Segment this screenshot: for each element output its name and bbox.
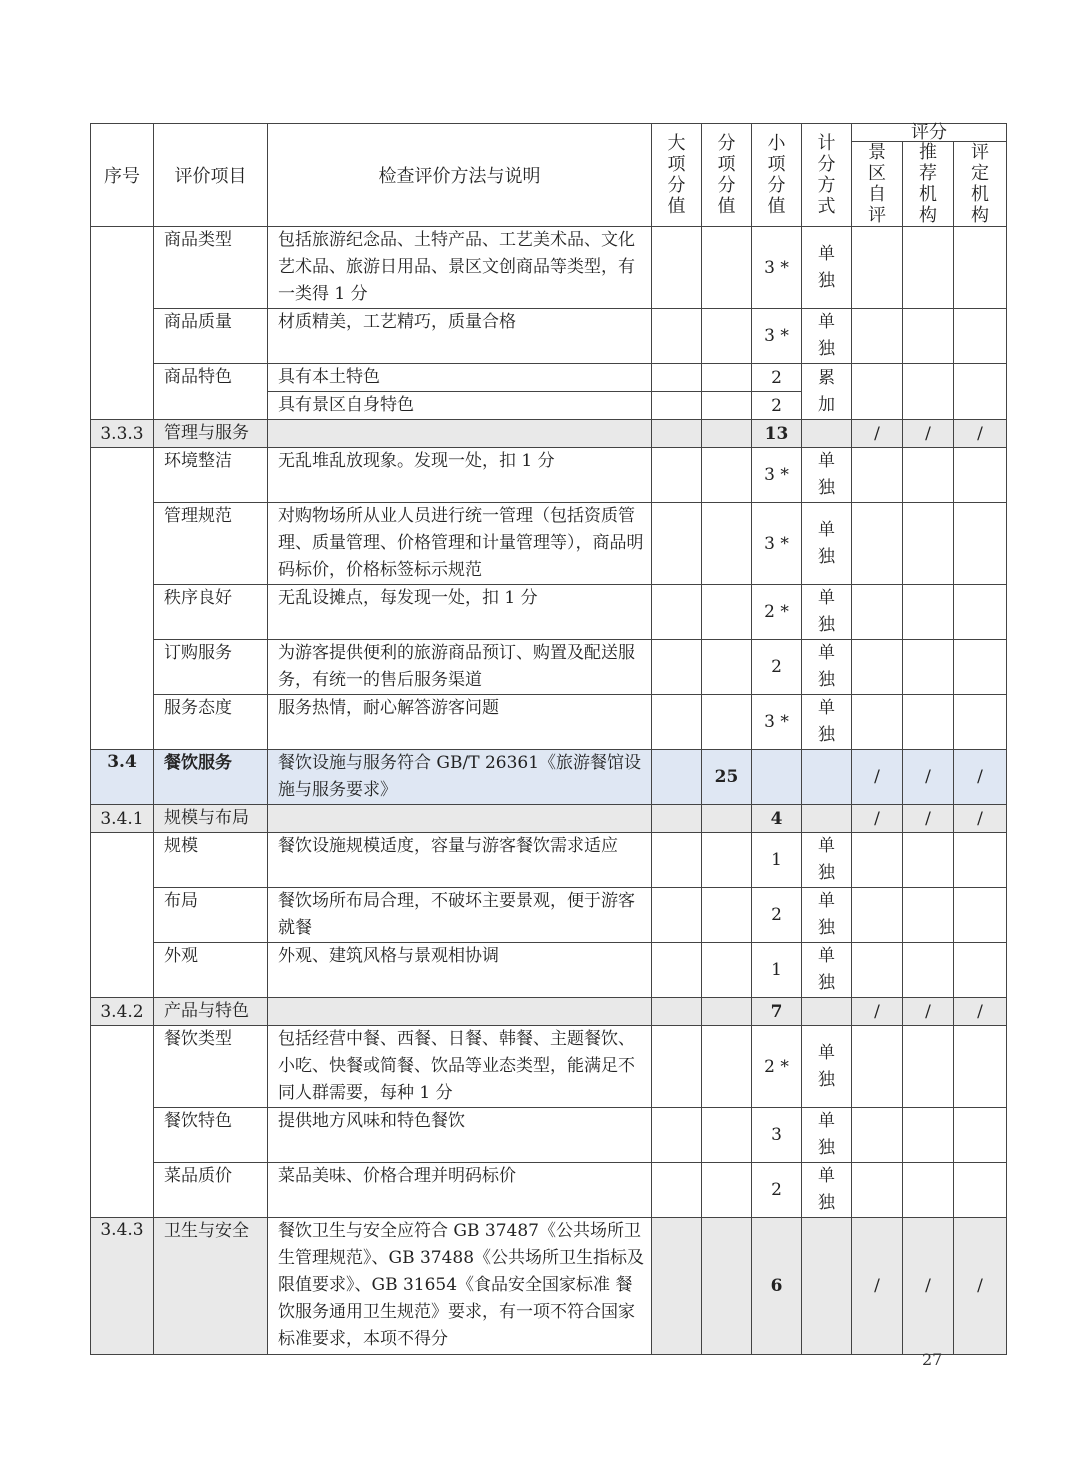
major-cell (652, 503, 702, 585)
seq-cell: 3.4 (91, 750, 154, 805)
major-cell (652, 1108, 702, 1163)
desc-cell: 餐饮场所布局合理，不破坏主要景观，便于游客就餐 (268, 888, 652, 943)
header-sub-score (702, 124, 752, 227)
minor-cell: 3 * (752, 227, 802, 309)
seq-cell (91, 888, 154, 943)
mode-cell (802, 309, 852, 364)
recommend-cell: / (903, 750, 954, 805)
desc-cell (268, 998, 652, 1026)
item-cell: 规模与布局 (154, 805, 268, 833)
desc-cell: 无乱设摊点，每发现一处，扣 1 分 (268, 585, 652, 640)
assess-cell (954, 364, 1007, 420)
header-seq: 序号 (91, 124, 154, 227)
major-cell (652, 585, 702, 640)
desc-cell: 材质精美，工艺精巧，质量合格 (268, 309, 652, 364)
recommend-cell (903, 309, 954, 364)
major-cell (652, 1218, 702, 1355)
header-self-eval-text: 景区自评 (868, 142, 886, 226)
self-eval-cell (852, 833, 903, 888)
desc-cell: 提供地方风味和特色餐饮 (268, 1108, 652, 1163)
self-eval-cell (852, 943, 903, 998)
major-cell (652, 805, 702, 833)
desc-cell: 无乱堆乱放现象。发现一处，扣 1 分 (268, 448, 652, 503)
mode-text: 累加 (818, 367, 835, 415)
table-row (91, 309, 1007, 364)
assess-cell: / (954, 750, 1007, 805)
mode-text: 单独 (818, 243, 835, 291)
item-cell: 环境整洁 (154, 448, 268, 503)
assess-cell (954, 833, 1007, 888)
table-row (91, 888, 1007, 943)
sub-cell (702, 1163, 752, 1218)
mode-cell (802, 750, 852, 805)
header-minor-score-text: 小项分值 (767, 133, 786, 217)
sub-cell (702, 503, 752, 585)
header-method: 检查评价方法与说明 (268, 124, 652, 227)
desc-cell: 餐饮设施与服务符合 GB/T 26361《旅游餐馆设施与服务要求》 (268, 750, 652, 805)
major-cell (652, 392, 702, 420)
mode-text: 单独 (818, 1166, 835, 1213)
seq-cell (91, 309, 154, 364)
assess-cell: / (954, 1218, 1007, 1355)
minor-cell: 4 (752, 805, 802, 833)
sub-cell (702, 1026, 752, 1108)
seq-cell: 3.4.1 (91, 805, 154, 833)
table-header (91, 124, 1007, 227)
section-row (91, 1218, 1007, 1355)
sub-cell (702, 420, 752, 448)
header-assess-org-text: 评定机构 (971, 142, 989, 226)
self-eval-cell: / (852, 420, 903, 448)
desc-cell (268, 420, 652, 448)
minor-cell: 3 * (752, 309, 802, 364)
major-cell (652, 309, 702, 364)
minor-cell: 2 (752, 1163, 802, 1218)
table-row (91, 227, 1007, 309)
mode-cell (802, 1218, 852, 1355)
seq-cell (91, 227, 154, 309)
header-rating: 评分 (852, 124, 1007, 142)
evaluation-table (90, 123, 1007, 1355)
recommend-cell: / (903, 1218, 954, 1355)
recommend-cell (903, 448, 954, 503)
mode-cell (802, 448, 852, 503)
mode-text: 单独 (818, 946, 835, 993)
minor-cell: 7 (752, 998, 802, 1026)
table-row (91, 503, 1007, 585)
minor-cell: 1 (752, 833, 802, 888)
table-row (91, 1108, 1007, 1163)
minor-cell: 3 * (752, 503, 802, 585)
table-row (91, 695, 1007, 750)
self-eval-cell (852, 448, 903, 503)
mode-cell (802, 805, 852, 833)
minor-cell: 2 (752, 364, 802, 392)
header-assess-org (954, 142, 1007, 227)
sub-cell (702, 888, 752, 943)
major-cell (652, 1163, 702, 1218)
mode-text: 单独 (818, 643, 835, 690)
major-cell (652, 943, 702, 998)
desc-cell: 具有本土特色 (268, 364, 652, 392)
header-scoring-mode (802, 124, 852, 227)
seq-cell (91, 695, 154, 750)
desc-cell: 具有景区自身特色 (268, 392, 652, 420)
mode-cell (802, 364, 852, 420)
sub-cell (702, 640, 752, 695)
sub-cell (702, 392, 752, 420)
recommend-cell (903, 833, 954, 888)
recommend-cell (903, 1108, 954, 1163)
seq-cell: 3.4.2 (91, 998, 154, 1026)
desc-cell: 菜品美味、价格合理并明码标价 (268, 1163, 652, 1218)
recommend-cell: / (903, 805, 954, 833)
mode-text: 单独 (818, 698, 835, 745)
assess-cell (954, 943, 1007, 998)
seq-cell (91, 1163, 154, 1218)
desc-cell: 对购物场所从业人员进行统一管理（包括资质管理、质量管理、价格管理和计量管理等），商品明码标价，价格标签标示规范 (268, 503, 652, 585)
assess-cell (954, 695, 1007, 750)
seq-cell: 3.3.3 (91, 420, 154, 448)
sub-cell (702, 805, 752, 833)
desc-cell: 外观、建筑风格与景观相协调 (268, 943, 652, 998)
seq-cell (91, 585, 154, 640)
minor-cell: 13 (752, 420, 802, 448)
seq-cell (91, 1108, 154, 1163)
self-eval-cell (852, 227, 903, 309)
sub-cell (702, 943, 752, 998)
mode-text: 单独 (818, 1111, 835, 1158)
major-cell (652, 888, 702, 943)
sub-cell (702, 833, 752, 888)
minor-cell: 2 (752, 392, 802, 420)
assess-cell: / (954, 805, 1007, 833)
mode-text: 单独 (818, 588, 835, 635)
mode-text: 单独 (818, 451, 835, 498)
recommend-cell (903, 227, 954, 309)
mode-text: 单独 (818, 519, 835, 567)
seq-cell (91, 1026, 154, 1108)
minor-cell: 3 * (752, 695, 802, 750)
assess-cell (954, 640, 1007, 695)
minor-cell: 2 (752, 640, 802, 695)
mode-cell (802, 943, 852, 998)
header-scoring-mode-text: 计分方式 (817, 133, 836, 217)
seq-cell: 3.4.3 (91, 1218, 154, 1355)
major-cell (652, 1026, 702, 1108)
recommend-cell: / (903, 998, 954, 1026)
assess-cell (954, 448, 1007, 503)
self-eval-cell: / (852, 750, 903, 805)
table-row (91, 640, 1007, 695)
mode-cell (802, 503, 852, 585)
seq-cell (91, 503, 154, 585)
self-eval-cell (852, 888, 903, 943)
assess-cell: / (954, 420, 1007, 448)
assess-cell (954, 227, 1007, 309)
assess-cell (954, 585, 1007, 640)
item-cell: 商品特色 (154, 364, 268, 420)
major-cell (652, 420, 702, 448)
section-row (91, 420, 1007, 448)
table-row (91, 833, 1007, 888)
recommend-cell (903, 943, 954, 998)
item-cell: 卫生与安全 (154, 1218, 268, 1355)
major-cell (652, 695, 702, 750)
section-row (91, 805, 1007, 833)
table-row (91, 448, 1007, 503)
table-row (91, 364, 1007, 392)
recommend-cell (903, 503, 954, 585)
sub-cell (702, 695, 752, 750)
recommend-cell (903, 888, 954, 943)
header-sub-score-text: 分项分值 (717, 133, 736, 217)
desc-cell: 包括旅游纪念品、土特产品、工艺美术品、文化艺术品、旅游日用品、景区文创商品等类型，有一类得 1 分 (268, 227, 652, 309)
major-cell (652, 833, 702, 888)
header-major-score (652, 124, 702, 227)
desc-cell: 餐饮设施规模适度，容量与游客餐饮需求适应 (268, 833, 652, 888)
mode-text: 单独 (818, 891, 835, 938)
self-eval-cell (852, 503, 903, 585)
assess-cell (954, 1108, 1007, 1163)
desc-cell: 包括经营中餐、西餐、日餐、韩餐、主题餐饮、小吃、快餐或简餐、饮品等业态类型，能满足不同人群需要，每种 1 分 (268, 1026, 652, 1108)
self-eval-cell (852, 1026, 903, 1108)
item-cell: 商品质量 (154, 309, 268, 364)
header-item: 评价项目 (154, 124, 268, 227)
item-cell: 管理与服务 (154, 420, 268, 448)
item-cell: 商品类型 (154, 227, 268, 309)
self-eval-cell (852, 309, 903, 364)
assess-cell (954, 503, 1007, 585)
item-cell: 秩序良好 (154, 585, 268, 640)
sub-cell (702, 1218, 752, 1355)
minor-cell: 3 * (752, 448, 802, 503)
item-cell: 订购服务 (154, 640, 268, 695)
desc-cell (268, 805, 652, 833)
major-cell (652, 750, 702, 805)
item-cell: 布局 (154, 888, 268, 943)
desc-cell: 餐饮卫生与安全应符合 GB 37487《公共场所卫生管理规范》、GB 37488《公共场所卫生指标及限值要求》、GB 31654《食品安全国家标准 餐饮服务通用卫生规范》要求，有一项不符合国家标准要求，本项不得分 (268, 1218, 652, 1355)
self-eval-cell (852, 1108, 903, 1163)
section-row (91, 998, 1007, 1026)
item-cell: 产品与特色 (154, 998, 268, 1026)
item-cell: 服务态度 (154, 695, 268, 750)
recommend-cell: / (903, 420, 954, 448)
mode-cell (802, 833, 852, 888)
mode-cell (802, 227, 852, 309)
mode-cell (802, 640, 852, 695)
seq-cell (91, 640, 154, 695)
mode-text: 单独 (818, 312, 835, 359)
self-eval-cell (852, 640, 903, 695)
seq-cell (91, 833, 154, 888)
recommend-cell (903, 364, 954, 420)
mode-text: 单独 (818, 836, 835, 883)
minor-cell: 6 (752, 1218, 802, 1355)
table-body (91, 227, 1007, 1355)
minor-cell: 2 * (752, 1026, 802, 1108)
sub-cell (702, 448, 752, 503)
major-section-row (91, 750, 1007, 805)
recommend-cell (903, 585, 954, 640)
recommend-cell (903, 695, 954, 750)
mode-cell (802, 695, 852, 750)
mode-cell (802, 888, 852, 943)
major-cell (652, 640, 702, 695)
item-cell: 餐饮类型 (154, 1026, 268, 1108)
minor-cell: 2 * (752, 585, 802, 640)
self-eval-cell (852, 585, 903, 640)
item-cell: 规模 (154, 833, 268, 888)
self-eval-cell: / (852, 1218, 903, 1355)
header-minor-score (752, 124, 802, 227)
minor-cell: 3 (752, 1108, 802, 1163)
desc-cell: 为游客提供便利的旅游商品预订、购置及配送服务，有统一的售后服务渠道 (268, 640, 652, 695)
assess-cell (954, 1026, 1007, 1108)
assess-cell (954, 1163, 1007, 1218)
self-eval-cell (852, 364, 903, 420)
seq-cell (91, 448, 154, 503)
sub-cell (702, 227, 752, 309)
assess-cell: / (954, 998, 1007, 1026)
item-cell: 外观 (154, 943, 268, 998)
assess-cell (954, 888, 1007, 943)
assess-cell (954, 309, 1007, 364)
sub-cell (702, 309, 752, 364)
seq-cell (91, 364, 154, 420)
mode-cell (802, 1026, 852, 1108)
mode-cell (802, 420, 852, 448)
desc-cell: 服务热情，耐心解答游客问题 (268, 695, 652, 750)
item-cell: 餐饮服务 (154, 750, 268, 805)
recommend-cell (903, 1026, 954, 1108)
seq-cell (91, 943, 154, 998)
page-number: 27 (922, 1350, 943, 1369)
mode-cell (802, 1108, 852, 1163)
table-row (91, 585, 1007, 640)
mode-text: 单独 (818, 1042, 835, 1090)
major-cell (652, 448, 702, 503)
major-cell (652, 364, 702, 392)
table-row (91, 1163, 1007, 1218)
mode-cell (802, 998, 852, 1026)
table-row (91, 943, 1007, 998)
major-cell (652, 227, 702, 309)
recommend-cell (903, 640, 954, 695)
header-self-eval (852, 142, 903, 227)
header-recommend-org-text: 推荐机构 (919, 142, 937, 226)
mode-cell (802, 1163, 852, 1218)
recommend-cell (903, 1163, 954, 1218)
item-cell: 管理规范 (154, 503, 268, 585)
header-recommend-org (903, 142, 954, 227)
header-major-score-text: 大项分值 (667, 133, 686, 217)
item-cell: 餐饮特色 (154, 1108, 268, 1163)
sub-cell (702, 1108, 752, 1163)
major-cell (652, 998, 702, 1026)
minor-cell: 2 (752, 888, 802, 943)
table-row (91, 1026, 1007, 1108)
sub-cell: 25 (702, 750, 752, 805)
item-cell: 菜品质价 (154, 1163, 268, 1218)
minor-cell (752, 750, 802, 805)
self-eval-cell: / (852, 805, 903, 833)
sub-cell (702, 364, 752, 392)
sub-cell (702, 585, 752, 640)
sub-cell (702, 998, 752, 1026)
self-eval-cell (852, 695, 903, 750)
self-eval-cell (852, 1163, 903, 1218)
self-eval-cell: / (852, 998, 903, 1026)
mode-cell (802, 585, 852, 640)
minor-cell: 1 (752, 943, 802, 998)
